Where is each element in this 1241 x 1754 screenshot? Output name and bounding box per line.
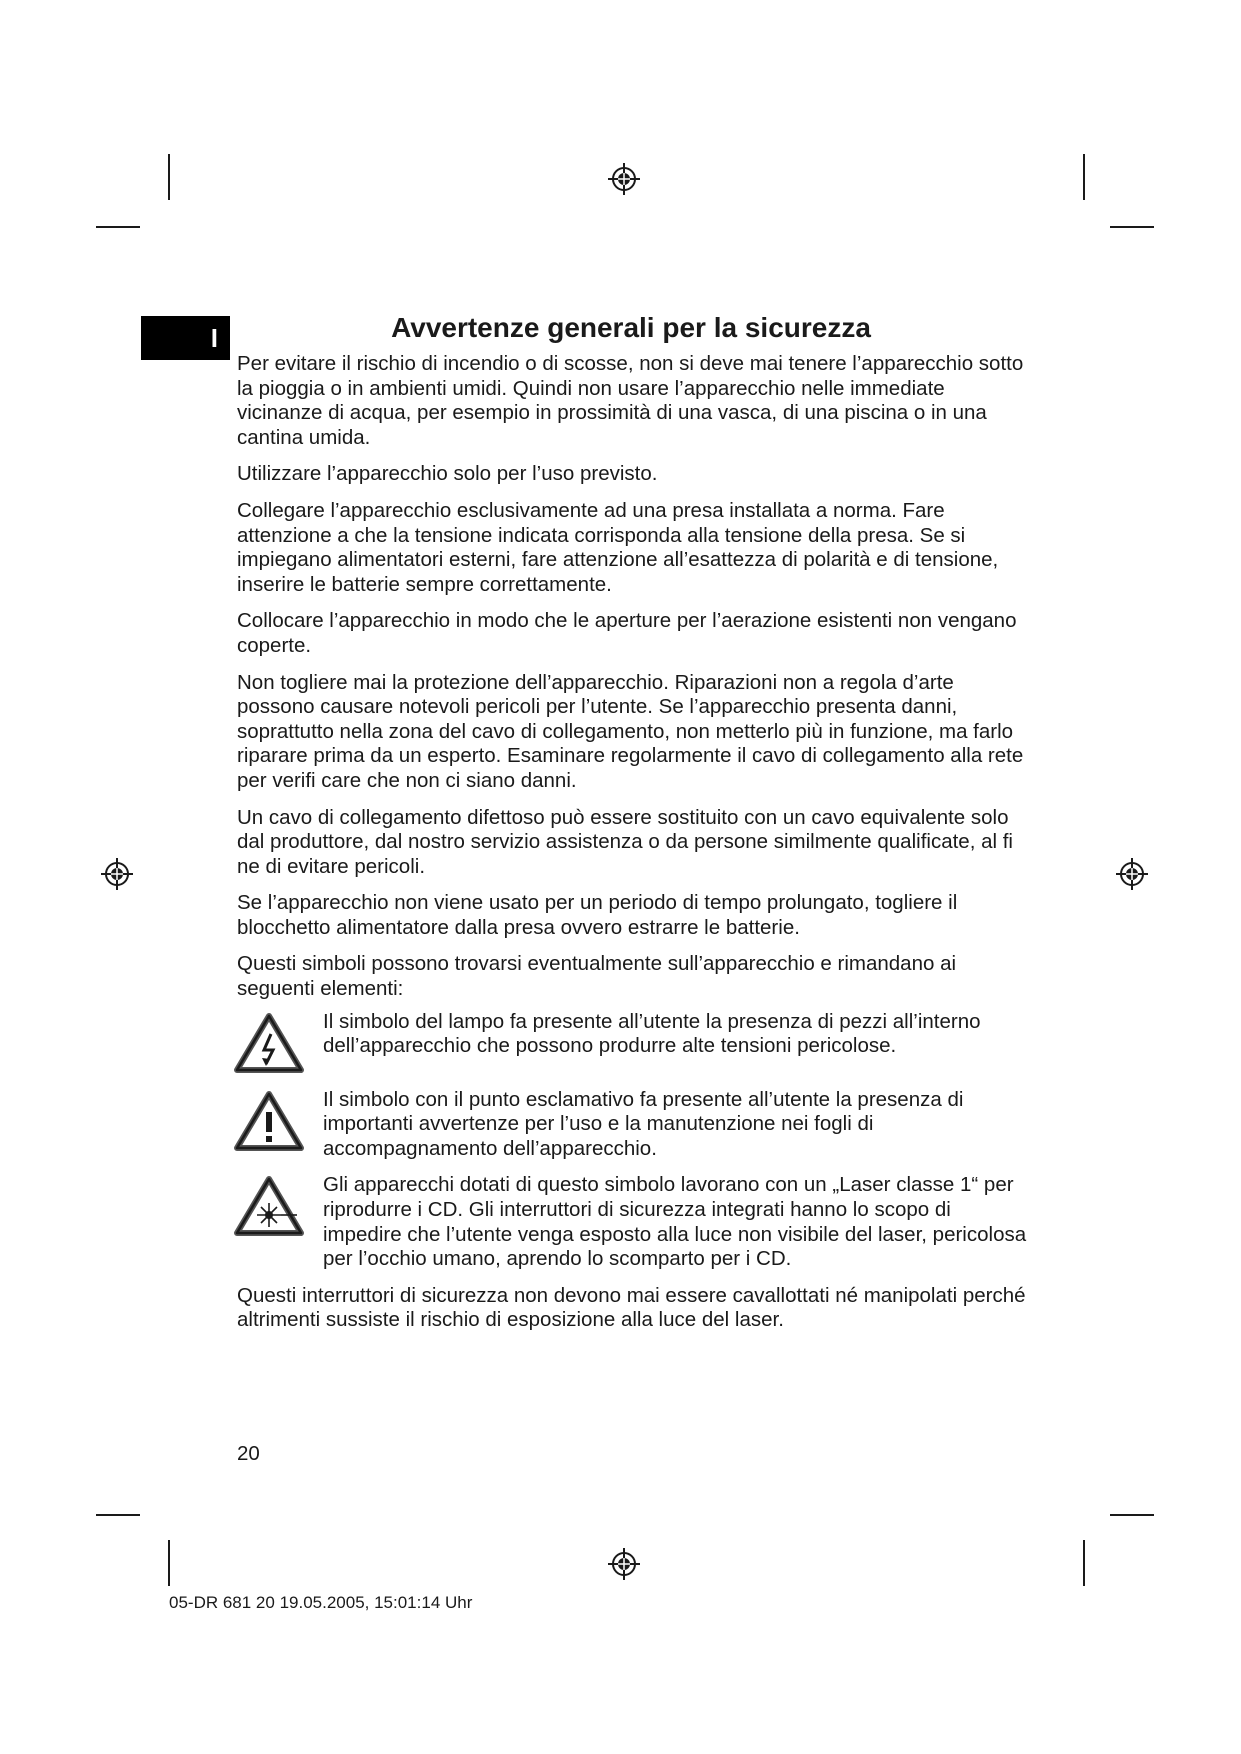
paragraph: Utilizzare l’apparecchio solo per l’uso previsto.	[237, 462, 658, 486]
crop-mark-bottom-left-horizontal	[96, 1514, 140, 1516]
symbol-description: Il simbolo del lampo fa presente all’utente la presenza di pezzi all’interno dell’apparecchio che possono produrre alte tensioni pericolose.	[323, 1009, 981, 1058]
page-number: 20	[237, 1442, 260, 1465]
crop-mark-top-left-horizontal	[96, 226, 140, 228]
symbol-description: Il simbolo con il punto esclamativo fa presente all’utente la presenza di importanti avvertenze per l’uso e la manutenzione nei fogli di accompagnamento dell’apparecchio.	[323, 1087, 964, 1160]
symbol-item-lightning	[237, 1010, 1027, 1076]
print-footer: 05-DR 681 20 19.05.2005, 15:01:14 Uhr	[169, 1593, 473, 1612]
crop-mark-bottom-left-vertical	[168, 1540, 170, 1586]
registration-mark-icon	[607, 162, 641, 196]
paragraph: Per evitare il rischio di incendio o di scosse, non si deve mai tenere l’apparecchio sotto la pioggia o in ambienti umidi. Quindi non usare l’apparecchio nelle immediate vicinanze di acqua, per esempio in prossimità di una vasca, di una piscina o in una cantina umida.	[237, 352, 1024, 449]
crop-mark-top-right-vertical	[1083, 154, 1085, 200]
paragraph: Collocare l’apparecchio in modo che le aperture per l’aerazione esistenti non vengano coperte.	[237, 609, 1017, 657]
paragraph: Collegare l’apparecchio esclusivamente ad una presa installata a norma. Fare attenzione a che la tensione indicata corrisponda alla tensione della presa. Se si impiegano alimentatori esterni, fare attenzione all’esattezza di polarità e di tensione, inserire le batterie sempre correttamente.	[237, 498, 999, 596]
registration-mark-icon	[100, 857, 134, 891]
symbol-item-exclamation	[237, 1088, 1027, 1162]
paragraph: Se l’apparecchio non viene usato per un periodo di tempo prolungato, togliere il blocchetto alimentatore dalla presa ovvero estrarre le batterie.	[237, 891, 958, 939]
registration-mark-icon	[607, 1547, 641, 1581]
crop-mark-bottom-right-horizontal	[1110, 1514, 1154, 1516]
symbol-item-laser	[237, 1173, 1027, 1271]
page-title: Avvertenze generali per la sicurezza	[391, 312, 871, 343]
paragraph: Questi simboli possono trovarsi eventualmente sull’apparecchio e rimandano ai seguenti elementi:	[237, 952, 957, 1001]
closing-paragraph: Questi interruttori di sicurezza non devono mai essere cavallottati né manipolati perché altrimenti sussiste il rischio di esposizione alla luce del laser.	[237, 1283, 1026, 1332]
paragraph: Un cavo di collegamento difettoso può essere sostituito con un cavo equivalente solo dal produttore, dal nostro servizio assistenza o da persone similmente qualificate, al fi ne di evitare pericoli.	[237, 805, 1013, 878]
crop-mark-top-left-vertical	[168, 154, 170, 200]
exclamation-warning-icon	[233, 1088, 305, 1154]
language-tab: I	[141, 316, 230, 360]
registration-mark-icon	[1115, 857, 1149, 891]
safety-content	[237, 352, 1027, 1345]
crop-mark-top-right-horizontal	[1110, 226, 1154, 228]
laser-warning-icon	[233, 1173, 305, 1239]
symbol-description: Gli apparecchi dotati di questo simbolo lavorano con un „Laser classe 1“ per riprodurre i CD. Gli interruttori di sicurezza integrati hanno lo scopo di impedire che l’utente venga esposto alla luce non visibile del laser, pericolosa per l’occhio umano, aprendo lo scomparto per i CD.	[323, 1173, 1027, 1271]
crop-mark-bottom-right-vertical	[1083, 1540, 1085, 1586]
paragraph: Non togliere mai la protezione dell’apparecchio. Riparazioni non a regola d’arte possono causare notevoli pericoli per l’utente. Se l’apparecchio presenta danni, soprattutto nella zona del cavo di collegamento, non metterlo più in funzione, ma farlo riparare prima da un esperto. Esaminare regolarmente il cavo di collegamento alla rete per verifi care che non ci siano danni.	[237, 670, 1024, 792]
lightning-warning-icon	[233, 1010, 305, 1076]
